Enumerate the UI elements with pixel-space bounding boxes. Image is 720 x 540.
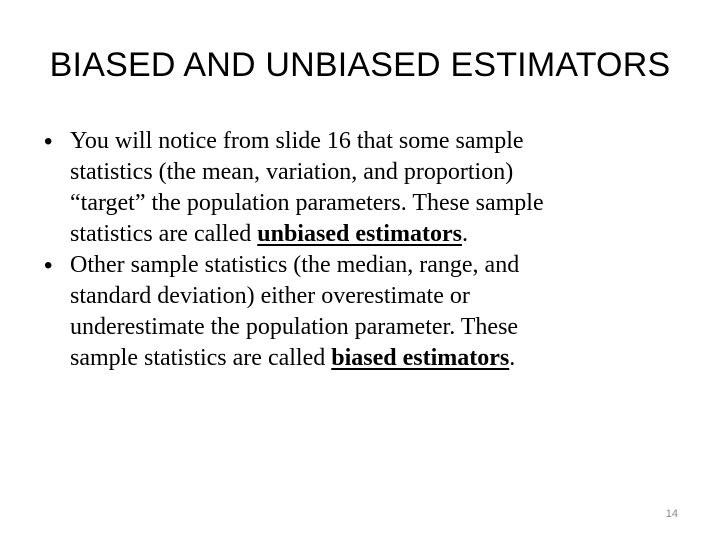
emphasis-biased-estimators: biased estimators bbox=[331, 345, 510, 371]
bullet-text-prefix: statistics are called bbox=[70, 221, 258, 247]
emphasis-unbiased-estimators: unbiased estimators bbox=[257, 221, 462, 247]
bullet-text-line: statistics (the mean, variation, and proportion) bbox=[70, 159, 514, 185]
bullet-text-line: underestimate the population parameter. These bbox=[70, 314, 519, 340]
bullet-text-suffix: . bbox=[461, 221, 468, 247]
bullet-icon: • bbox=[44, 128, 53, 155]
bullet-text-line: Other sample statistics (the median, range, and bbox=[70, 252, 520, 278]
slide-number: 14 bbox=[665, 508, 678, 520]
slide-title: BIASED AND UNBIASED ESTIMATORS bbox=[49, 46, 671, 84]
bullet-list bbox=[44, 126, 664, 374]
bullet-item-biased bbox=[44, 250, 664, 374]
bullet-text-line bbox=[70, 219, 664, 250]
bullet-text-line: “target” the population parameters. These sample bbox=[70, 190, 544, 216]
bullet-text-prefix: sample statistics are called bbox=[70, 345, 332, 371]
bullet-icon: • bbox=[44, 252, 53, 279]
bullet-text-line: You will notice from slide 16 that some sample bbox=[70, 128, 524, 154]
bullet-item-unbiased bbox=[44, 126, 664, 250]
bullet-text-line bbox=[70, 343, 664, 374]
bullet-text-line: standard deviation) either overestimate or bbox=[70, 283, 470, 309]
bullet-text-suffix: . bbox=[509, 345, 516, 371]
